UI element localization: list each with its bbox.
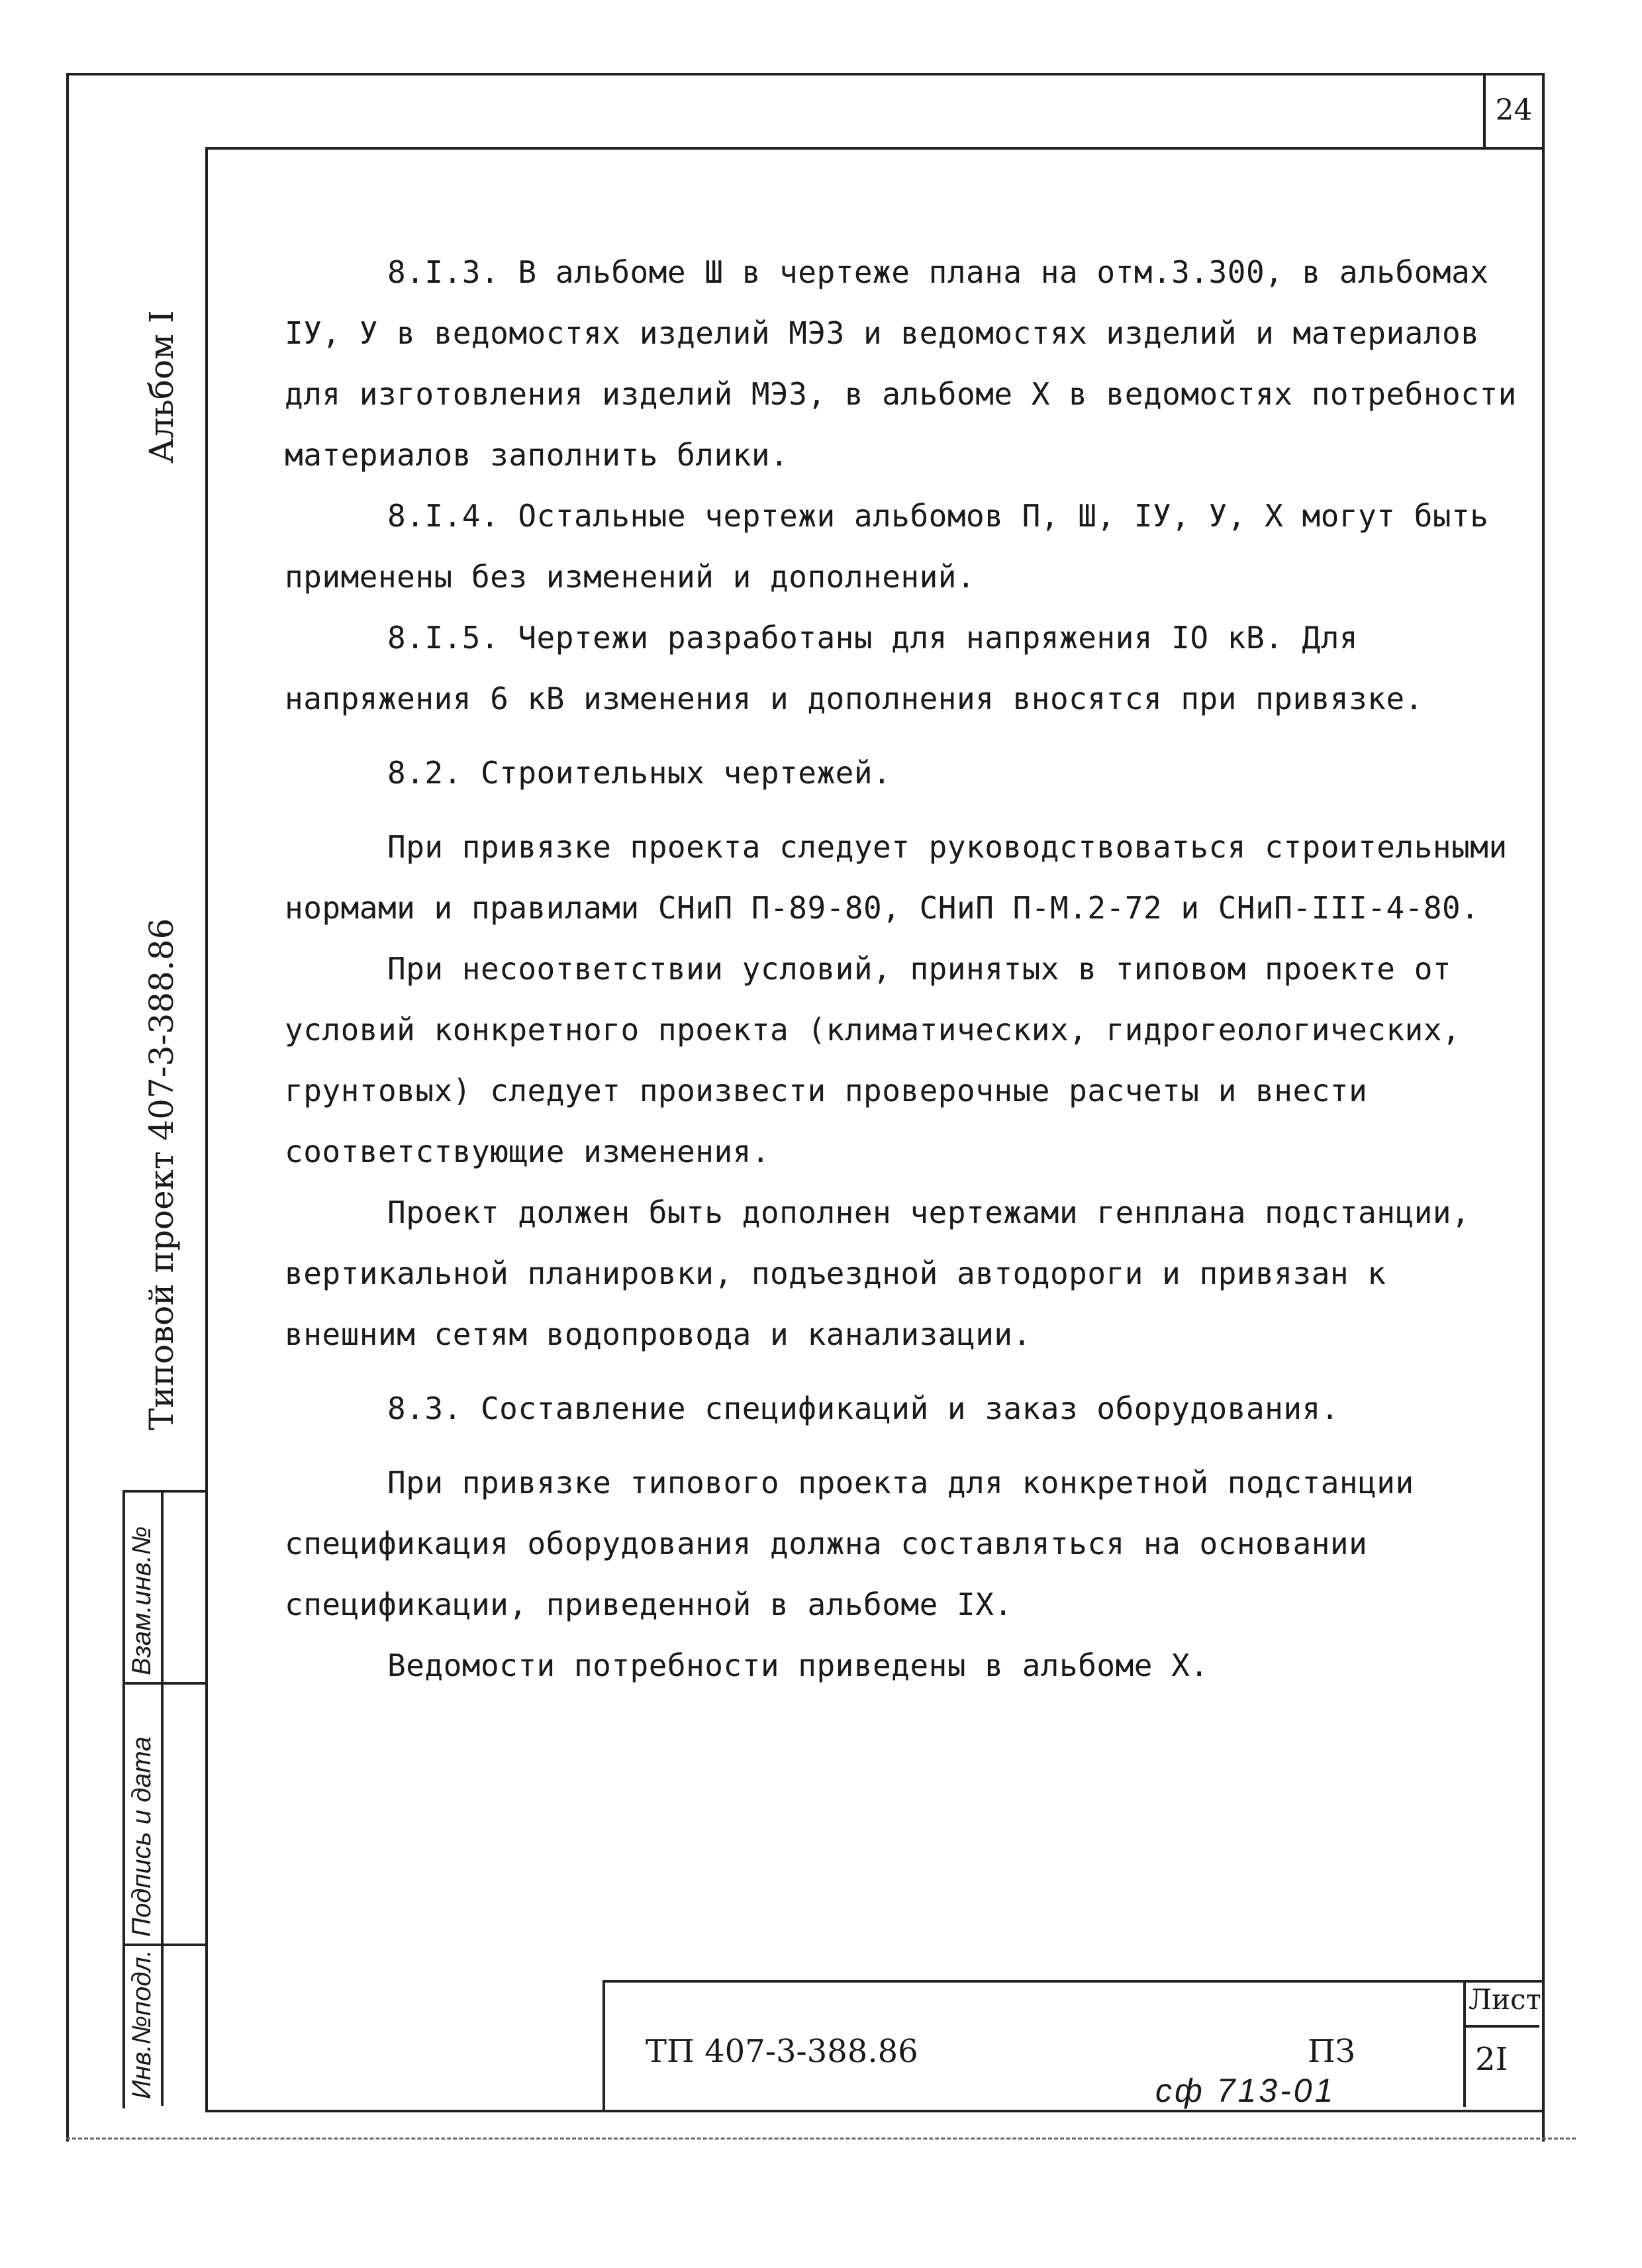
side-stamp-line: [122, 1944, 205, 1946]
stamp-inventory-number: Инв.№подл.: [127, 1949, 156, 2099]
title-block-section: ПЗ: [1308, 2033, 1355, 2070]
side-stamp-line: [122, 1682, 205, 1685]
paragraph-statements: Ведомости потребности приведены в альбоме Х.: [387, 1648, 1209, 1683]
title-block-sheet-divider: [1463, 1980, 1466, 2107]
paragraph-specification: При привязке типового проекта для конкретной подстанции спецификация оборудования должна составляться на основании спецификации, приведенной в альбоме IX.: [285, 1465, 1414, 1622]
title-block-code: ТП 407-3-388.86: [646, 2033, 918, 2070]
document-body: [285, 242, 1529, 1696]
sheet-label: Лист: [1469, 1983, 1541, 2016]
paragraph-8-1-5: 8.I.5. Чертежи разработаны для напряжения IO кВ. Для напряжения 6 кВ изменения и дополнения вносятся при привязке.: [285, 620, 1424, 716]
heading-8-2: 8.2. Строительных чертежей.: [387, 755, 892, 791]
stamp-signature-date: Подпись и дата: [127, 1736, 156, 1937]
heading-8-3: 8.3. Составление спецификаций и заказ оборудования.: [387, 1391, 1339, 1426]
title-block-sheet-line: [1463, 2025, 1539, 2028]
bottom-trim-line: [66, 2138, 1576, 2140]
paragraph-conditions: При несоответствии условий, принятых в типовом проекте от условий конкретного проекта (климатических, гидрогеологических, грунтовых) следует произвести проверочные расчеты и внести соответствующие изменения.: [285, 951, 1461, 1169]
sheet-number: 2I: [1475, 2041, 1508, 2078]
handwritten-note: сф 713-01: [1155, 2072, 1336, 2109]
project-label: Типовой проект 407-3-388.86: [142, 918, 181, 1430]
side-stamp-divider: [161, 1490, 164, 2106]
stamp-replaced-inv: Взам.инв.№: [127, 1526, 156, 1675]
top-page-number: 24: [1483, 73, 1542, 147]
album-label: Альбом I: [142, 310, 181, 464]
paragraph-8-1-4: 8.I.4. Остальные чертежи альбомов П, Ш, IУ, У, Х могут быть применены без изменений и дополнений.: [285, 498, 1489, 595]
paragraph-genplan: Проект должен быть дополнен чертежами генплана подстанции, вертикальной планировки, подъездной автодороги и привязан к внешним сетям водопровода и канализации.: [285, 1195, 1471, 1352]
paragraph-snip: При привязке проекта следует руководствоваться строительными нормами и правилами СНиП П-89-80, СНиП П-М.2-72 и СНиП-III-4-80.: [285, 829, 1508, 926]
paragraph-8-1-3: 8.I.3. В альбоме Ш в чертеже плана на отм.3.300, в альбомах IУ, У в ведомостях изделий МЭЗ и ведомостях изделий и материалов для изготовления изделий МЭЗ, в альбоме Х в ведомостях потребности материалов заполнить блики.: [285, 254, 1517, 473]
